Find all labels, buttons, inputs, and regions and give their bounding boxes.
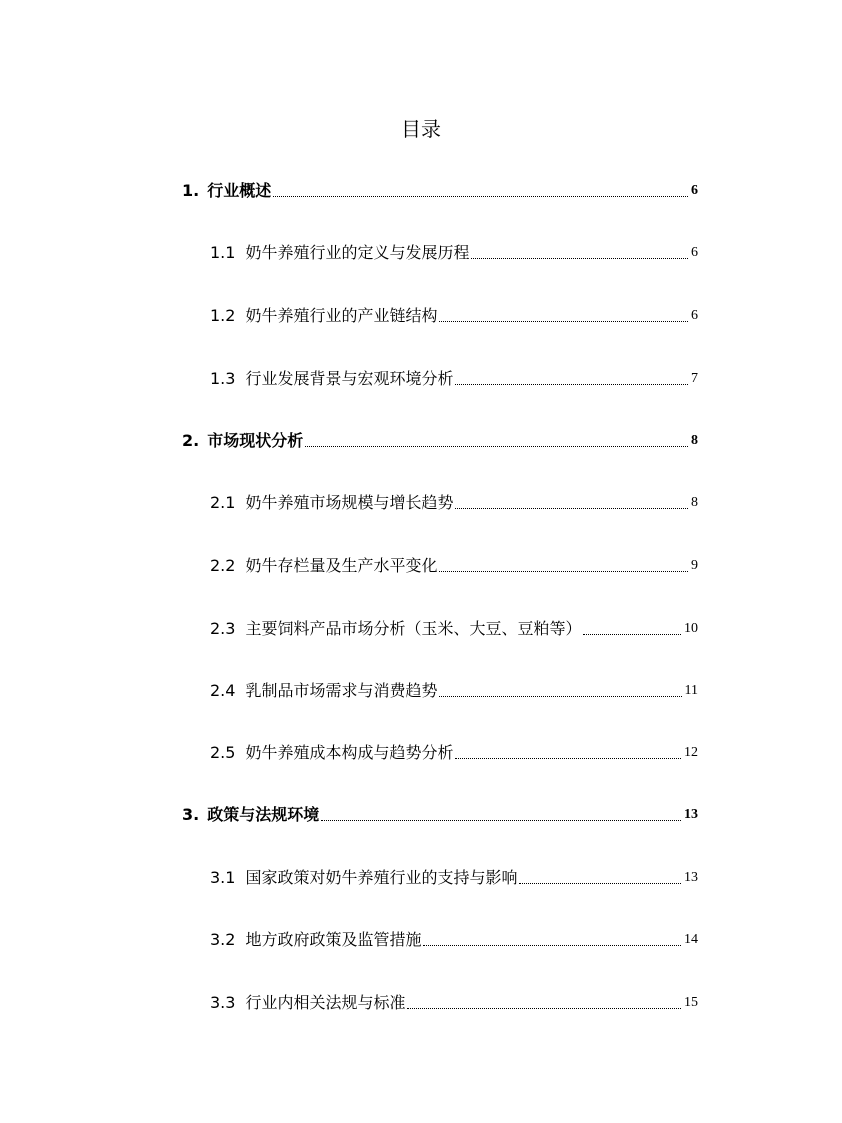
toc-entry-text: 乳制品市场需求与消费趋势 xyxy=(245,681,438,700)
toc-entry-page: 13 xyxy=(684,870,698,885)
toc-entry-number: 1.3 xyxy=(210,369,236,388)
toc-entry-3-1[interactable] xyxy=(210,866,698,890)
toc-entry-1[interactable] xyxy=(182,179,698,203)
toc-entry-text: 地方政府政策及监管措施 xyxy=(245,930,422,949)
toc-entry-page: 7 xyxy=(691,371,698,386)
toc-entry-page: 6 xyxy=(691,245,698,260)
toc-entry-text: 行业发展背景与宏观环境分析 xyxy=(245,369,454,388)
toc-entry-text: 主要饲料产品市场分析（玉米、大豆、豆粕等） xyxy=(245,619,582,638)
toc-entry-text: 行业内相关法规与标准 xyxy=(245,993,406,1012)
dot-leader xyxy=(423,945,681,946)
toc-entry-number: 2.5 xyxy=(210,743,236,762)
toc-entry-1-3[interactable] xyxy=(210,367,698,391)
dot-leader xyxy=(439,571,688,572)
dot-leader xyxy=(455,758,681,759)
toc-entry-1-1[interactable] xyxy=(210,241,698,265)
toc-entry-page: 14 xyxy=(684,932,698,947)
toc-entry-text: 奶牛养殖市场规模与增长趋势 xyxy=(245,493,454,512)
toc-entry-number: 2.1 xyxy=(210,493,236,512)
toc-entry-number: 3. xyxy=(182,805,200,824)
dot-leader xyxy=(583,634,681,635)
toc-entry-text: 奶牛养殖行业的定义与发展历程 xyxy=(245,243,470,262)
toc-entry-page: 6 xyxy=(691,183,698,198)
toc-entry-number: 1. xyxy=(182,181,200,200)
dot-leader xyxy=(439,696,681,697)
dot-leader xyxy=(471,258,688,259)
toc-entry-number: 3.3 xyxy=(210,993,236,1012)
toc-entry-number: 1.2 xyxy=(210,306,236,325)
dot-leader xyxy=(273,196,688,197)
toc-entry-page: 8 xyxy=(691,433,698,448)
toc-entry-2[interactable] xyxy=(182,429,698,453)
toc-entry-page: 13 xyxy=(684,807,698,822)
dot-leader xyxy=(519,883,681,884)
toc-entry-2-5[interactable] xyxy=(210,741,698,765)
toc-entry-text: 政策与法规环境 xyxy=(207,805,320,824)
toc-entry-number: 1.1 xyxy=(210,243,236,262)
toc-entry-text: 行业概述 xyxy=(207,181,272,200)
dot-leader xyxy=(321,820,681,821)
page-title: 目录 xyxy=(401,117,441,141)
toc-entry-number: 2.4 xyxy=(210,681,236,700)
toc-entry-3-2[interactable] xyxy=(210,928,698,952)
toc-entry-number: 2.2 xyxy=(210,556,236,575)
dot-leader xyxy=(305,446,688,447)
toc-entry-3-3[interactable] xyxy=(210,991,698,1015)
toc-entry-2-4[interactable] xyxy=(210,679,698,703)
toc-entry-2-2[interactable] xyxy=(210,554,698,578)
toc-entry-text: 国家政策对奶牛养殖行业的支持与影响 xyxy=(245,868,518,887)
toc-entry-2-3[interactable] xyxy=(210,617,698,641)
dot-leader xyxy=(455,384,688,385)
toc-entry-page: 15 xyxy=(684,995,698,1010)
toc-entry-number: 2.3 xyxy=(210,619,236,638)
toc-entry-page: 12 xyxy=(684,745,698,760)
dot-leader xyxy=(407,1008,681,1009)
toc-entry-page: 6 xyxy=(691,308,698,323)
toc-entry-text: 奶牛养殖成本构成与趋势分析 xyxy=(245,743,454,762)
toc-entry-1-2[interactable] xyxy=(210,304,698,328)
toc-entry-page: 9 xyxy=(691,558,698,573)
toc-entry-3[interactable] xyxy=(182,803,698,827)
toc-entry-2-1[interactable] xyxy=(210,491,698,515)
toc-entry-page: 8 xyxy=(691,495,698,510)
toc-entry-text: 奶牛养殖行业的产业链结构 xyxy=(245,306,438,325)
toc-entry-page: 11 xyxy=(684,683,698,698)
toc-entry-number: 2. xyxy=(182,431,200,450)
toc-entry-text: 奶牛存栏量及生产水平变化 xyxy=(245,556,438,575)
dot-leader xyxy=(439,321,688,322)
dot-leader xyxy=(455,508,688,509)
toc-entry-number: 3.1 xyxy=(210,868,236,887)
toc-entry-text: 市场现状分析 xyxy=(207,431,304,450)
toc-entry-number: 3.2 xyxy=(210,930,236,949)
toc-entry-page: 10 xyxy=(684,621,698,636)
